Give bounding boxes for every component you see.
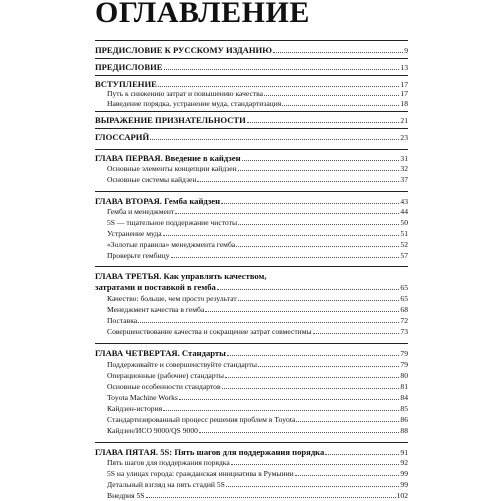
separator-rule	[95, 58, 408, 59]
toc-subentry[interactable]	[107, 480, 408, 490]
toc-subentry[interactable]	[107, 294, 408, 304]
dot-leader	[222, 382, 400, 389]
dot-leader	[179, 393, 400, 400]
dot-leader	[217, 283, 400, 290]
toc-entry-page: 65	[400, 283, 408, 292]
toc-subentry[interactable]	[107, 316, 408, 326]
dot-leader	[171, 251, 400, 258]
toc-subentry[interactable]	[107, 99, 408, 109]
dot-leader	[146, 491, 396, 498]
toc-subentry[interactable]	[107, 404, 408, 414]
separator-rule	[95, 343, 408, 344]
dot-leader	[225, 371, 399, 378]
toc-entry-page: 21	[400, 116, 408, 125]
toc-entry-page: 88	[400, 426, 408, 435]
dot-leader	[238, 294, 400, 301]
toc-entry-page: 17	[400, 80, 408, 89]
toc-entry-page: 9	[404, 46, 408, 55]
toc-entry-label: Основные элементы концепции кайдзен	[107, 164, 237, 173]
toc-entry-label: 5S — тщательное поддержание чистоты	[107, 218, 238, 227]
toc-entry-glossary[interactable]	[95, 132, 408, 143]
toc-entry-page: 85	[400, 404, 408, 413]
dot-leader	[138, 316, 399, 323]
separator-rule	[95, 191, 408, 192]
toc-entry-page: 99	[400, 469, 408, 478]
toc-entry-page: 31	[400, 154, 408, 163]
separator-rule	[95, 442, 408, 443]
toc-subentry[interactable]	[107, 218, 408, 228]
dot-leader	[295, 469, 400, 476]
toc-entry-label: Toyota Machine Works	[107, 393, 178, 402]
dot-leader	[247, 116, 400, 123]
toc-entry-label: Наведение порядка, устранение муда, стандартизация	[107, 99, 282, 108]
dot-leader	[296, 415, 399, 422]
dot-leader	[238, 164, 400, 171]
toc-entry-label: ГЛАВА ПЯТАЯ. 5S: Пять шагов для поддержания порядка	[95, 447, 325, 457]
dot-leader	[221, 197, 399, 204]
toc-entry-label: Кайдзен/ИСО 9000/QS 9000	[107, 426, 198, 435]
dot-leader	[231, 458, 400, 465]
toc-entry-page: 79	[400, 360, 408, 369]
toc-subentry[interactable]	[107, 371, 408, 381]
separator-rule	[95, 149, 408, 150]
toc-entry-label: ГЛАВА ПЕРВАЯ. Введение в кайдзен	[95, 153, 241, 163]
toc-entry-chapter-3[interactable]	[95, 282, 408, 293]
toc-subentry[interactable]	[107, 164, 408, 174]
toc-entry-page: 79	[400, 349, 408, 358]
toc-subentry[interactable]	[107, 251, 408, 261]
separator-rule	[95, 40, 408, 41]
toc-entry-chapter-1[interactable]	[95, 153, 408, 164]
toc-entry-label: ПРЕДИСЛОВИЕ	[95, 62, 163, 72]
separator-rule	[95, 75, 408, 76]
toc-entry-label: Пять шагов для поддержания порядка	[107, 458, 230, 467]
toc-entry-page: 57	[400, 251, 408, 260]
toc-entry-page: 84	[400, 393, 408, 402]
toc-entry-page: 102	[396, 491, 408, 500]
toc-entry-page: 52	[400, 240, 408, 249]
toc-subentry[interactable]	[107, 415, 408, 425]
toc-subentry[interactable]	[107, 229, 408, 239]
page-title: ОГЛАВЛЕНИЕ	[95, 0, 310, 29]
toc-entry-chapter-2[interactable]	[95, 196, 408, 207]
toc-entry-page: 73	[400, 327, 408, 336]
toc-entry-page: 51	[400, 229, 408, 238]
toc-entry-page: 92	[400, 458, 408, 467]
toc-entry-page: 32	[400, 164, 408, 173]
toc-entry-label: Стандартизированный процесс решения проблем в Toyota	[107, 415, 296, 424]
toc-entry-page: 86	[400, 415, 408, 424]
toc-entry-label: затратами и поставкой в гемба	[95, 282, 216, 292]
toc-entry-label: ВЫРАЖЕНИЕ ПРИЗНАТЕЛЬНОСТИ	[95, 115, 246, 125]
toc-entry-label: ПРЕДИСЛОВИЕ К РУССКОМУ ИЗДАНИЮ	[95, 45, 272, 55]
dot-leader	[236, 240, 399, 247]
toc-entry-label: Устранение муда	[107, 229, 162, 238]
toc-entry-page: 13	[400, 63, 408, 72]
dot-leader	[164, 63, 400, 70]
toc-chapter-3-heading-line1[interactable]: ГЛАВА ТРЕТЬЯ. Как управлять качеством,	[95, 271, 267, 281]
dot-leader	[264, 89, 399, 96]
toc-entry-page: 50	[400, 218, 408, 227]
toc-entry-page: 37	[400, 175, 408, 184]
dot-leader	[273, 46, 403, 53]
toc-entry-label: Основные особенности стандартов	[107, 382, 221, 391]
toc-entry-label: Проверьте гембицу	[107, 251, 170, 260]
dot-leader	[158, 80, 400, 87]
toc-entry-page: 68	[400, 305, 408, 314]
toc-entry-label: Основные системы кайдзен	[107, 175, 197, 184]
dot-leader	[150, 133, 399, 140]
toc-subentry[interactable]	[107, 382, 408, 392]
toc-entry-label: Поставка	[107, 316, 138, 325]
dot-leader	[258, 360, 399, 367]
toc-entry-label: ГЛОССАРИЙ	[95, 132, 150, 142]
dot-leader	[163, 229, 400, 236]
toc-entry-label: Операционные (рабочие) стандарты	[107, 371, 224, 380]
toc-entry-label: ВСТУПЛЕНИЕ	[95, 79, 157, 89]
dot-leader	[238, 218, 399, 225]
dot-leader	[242, 154, 400, 161]
toc-entry-label: ГЛАВА ВТОРАЯ. Гемба кайдзен	[95, 196, 221, 206]
toc-subentry[interactable]	[107, 469, 408, 479]
toc-entry-acknowledgements[interactable]	[95, 115, 408, 126]
separator-rule	[95, 111, 408, 112]
dot-leader	[313, 327, 400, 334]
dot-leader	[199, 426, 399, 433]
toc-subentry[interactable]	[107, 393, 408, 403]
toc-subentry[interactable]	[107, 305, 408, 315]
toc-entry-page: 81	[400, 382, 408, 391]
toc-entry-preface-russian[interactable]	[95, 45, 408, 56]
toc-subentry[interactable]	[107, 327, 408, 337]
toc-entry-page: 17	[400, 89, 408, 98]
dot-leader	[226, 480, 400, 487]
separator-rule	[95, 128, 408, 129]
toc-entry-label: 5S на улицах города: гражданская инициатива в Румынии	[107, 469, 294, 478]
toc-entry-page: 91	[400, 448, 408, 457]
toc-entry-page: 44	[400, 207, 408, 216]
toc-subentry[interactable]	[107, 175, 408, 185]
toc-entry-label: Детальный взгляд на пять стадий 5S	[107, 480, 225, 489]
toc-entry-page: 65	[400, 294, 408, 303]
dot-leader	[325, 448, 399, 455]
toc-entry-page: 23	[400, 133, 408, 142]
toc-entry-page: 43	[400, 197, 408, 206]
toc-entry-page: 99	[400, 480, 408, 489]
toc-entry-label: ГЛАВА ЧЕТВЕРТАЯ. Стандарты	[95, 348, 226, 358]
separator-rule	[95, 266, 408, 267]
toc-entry-label: «Золотые правила» менеджмента гемба	[107, 240, 236, 249]
dot-leader	[282, 99, 399, 106]
toc-subentry[interactable]	[107, 458, 408, 468]
toc-entry-label: Качество: больше, чем просто результат	[107, 294, 237, 303]
toc-entry-page: 18	[400, 99, 408, 108]
dot-leader	[205, 305, 399, 312]
toc-entry-label: Совершенствование качества и сокращение затрат совместимы	[107, 327, 312, 336]
toc-entry-label: Гемба и менеджмент	[107, 207, 175, 216]
toc-entry-label: Поддерживайте и совершенствуйте стандарты	[107, 360, 257, 369]
toc-subentry[interactable]	[107, 240, 408, 250]
toc-entry-chapter-5[interactable]	[95, 447, 408, 458]
toc-entry-page: 80	[400, 371, 408, 380]
toc-entry-label: Менеджмент качества в гемба	[107, 305, 205, 314]
toc-subentry[interactable]	[107, 207, 408, 217]
toc-entry-label: Кайдзен-история	[107, 404, 163, 413]
dot-leader	[227, 349, 400, 356]
toc-entry-chapter-4[interactable]	[95, 348, 408, 359]
toc-entry-label: Путь к снижению затрат и повышению качества	[107, 89, 264, 98]
dot-leader	[175, 207, 399, 214]
toc-subentry[interactable]	[107, 426, 408, 436]
toc-subentry[interactable]	[107, 89, 408, 99]
toc-subentry[interactable]	[107, 360, 408, 370]
dot-leader	[197, 175, 399, 182]
toc-entry-page: 72	[400, 316, 408, 325]
dot-leader	[163, 404, 399, 411]
toc-entry-label: Внедрия 5S	[107, 491, 145, 500]
toc-entry-preface[interactable]	[95, 62, 408, 73]
